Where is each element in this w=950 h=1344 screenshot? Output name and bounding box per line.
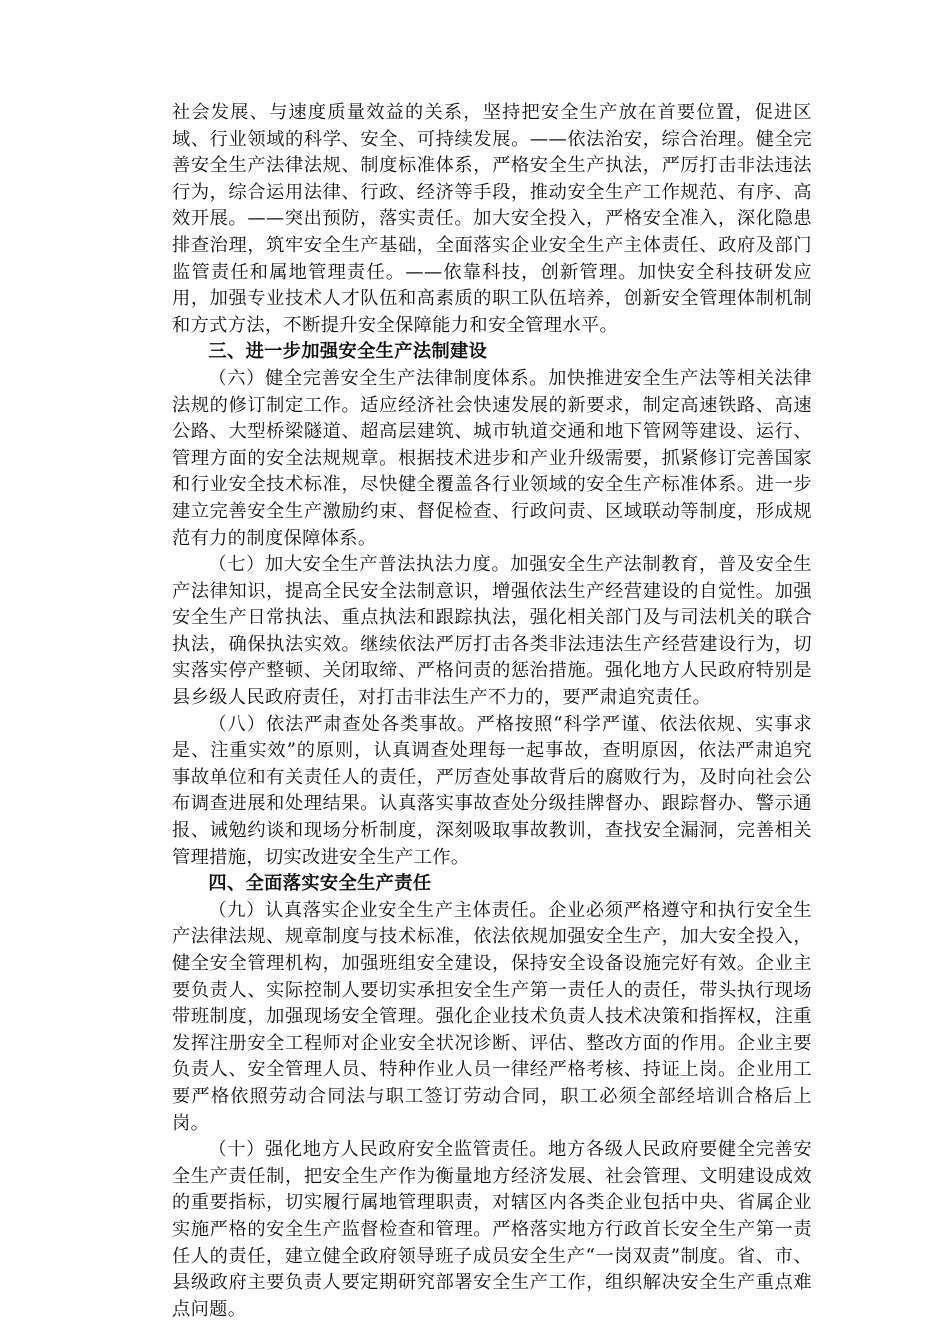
document-body xyxy=(172,100,812,1323)
paragraph-6: （六）健全完善安全生产法律制度体系。加快推进安全生产法等相关法律法规的修订制定工作。适应经济社会快速发展的新要求，制定高速铁路、高速公路、大型桥梁隧道、超高层建筑、城市轨道交通和地下管网等建设、运行、管理方面的安全法规规章。根据技术进步和产业升级需要，抓紧修订完善国家和行业安全技术标准，尽快健全覆盖各行业领域的安全生产标准体系。进一步建立完善安全生产激励约束、督促检查、行政问责、区域联动等制度，形成规范有力的制度保障体系。 xyxy=(172,367,812,549)
paragraph-7: （七）加大安全生产普法执法力度。加强安全生产法制教育，普及安全生产法律知识，提高全民安全法制意识，增强依法生产经营建设的自觉性。加强安全生产日常执法、重点执法和跟踪执法，强化相关部门及与司法机关的联合执法，确保执法实效。继续依法严厉打击各类非法违法生产经营建设行为，切实落实停产整顿、关闭取缔、严格问责的惩治措施。强化地方人民政府特别是县乡级人民政府责任，对打击非法生产不力的，要严肃追究责任。 xyxy=(172,554,812,709)
paragraph-9: （九）认真落实企业安全生产主体责任。企业必须严格遵守和执行安全生产法律法规、规章制度与技术标准，依法依规加强安全生产，加大安全投入，健全安全管理机构，加强班组安全建设，保持安全设备设施完好有效。企业主要负责人、实际控制人要切实承担安全生产第一责任人的责任，带头执行现场带班制度，加强现场安全管理。强化企业技术负责人技术决策和指挥权，注重发挥注册安全工程师对企业安全状况诊断、评估、整改方面的作用。企业主要负责人、安全管理人员、特种作业人员一律经严格考核、持证上岗。企业用工要严格依照劳动合同法与职工签订劳动合同，职工必须全部经培训合格后上岗。 xyxy=(172,899,812,1134)
paragraph-principles: 社会发展、与速度质量效益的关系，坚持把安全生产放在首要位置，促进区域、行业领域的科学、安全、可持续发展。——依法治安，综合治理。健全完善安全生产法律法规、制度标准体系，严格安全生产执法，严厉打击非法违法行为，综合运用法律、行政、经济等手段，推动安全生产工作规范、有序、高效开展。——突出预防，落实责任。加大安全投入，严格安全准入，深化隐患排查治理，筑牢安全生产基础，全面落实企业安全生产主体责任、政府及部门监管责任和属地管理责任。——依靠科技，创新管理。加快安全科技研发应用，加强专业技术人才队伍和高素质的职工队伍培养，创新安全管理体制机制和方式方法，不断提升安全保障能力和安全管理水平。 xyxy=(172,102,812,336)
section-heading-4: 四、全面落实安全生产责任 xyxy=(208,873,432,895)
paragraph-10: （十）强化地方人民政府安全监管责任。地方各级人民政府要健全完善安全生产责任制，把安全生产作为衡量地方经济发展、社会管理、文明建设成效的重要指标，切实履行属地管理职责，对辖区内各类企业包括中央、省属企业实施严格的安全生产监督检查和管理。严格落实地方行政首长安全生产第一责任人的责任，建立健全政府领导班子成员安全生产“一岗双责”制度。省、市、县级政府主要负责人要定期研究部署安全生产工作，组织解决安全生产重点难点问题。 xyxy=(172,1139,812,1320)
paragraph-8: （八）依法严肃查处各类事故。严格按照“科学严谨、依法依规、实事求是、注重实效”的原则，认真调查处理每一起事故，查明原因，依法严肃追究事故单位和有关责任人的责任，严厉查处事故背后的腐败行为，及时向社会公布调查进展和处理结果。认真落实事故查处分级挂牌督办、跟踪督办、警示通报、诫勉约谈和现场分析制度，深刻吸取事故教训，查找安全漏洞，完善相关管理措施，切实改进安全生产工作。 xyxy=(172,713,812,868)
section-heading-3: 三、进一步加强安全生产法制建设 xyxy=(208,341,488,363)
